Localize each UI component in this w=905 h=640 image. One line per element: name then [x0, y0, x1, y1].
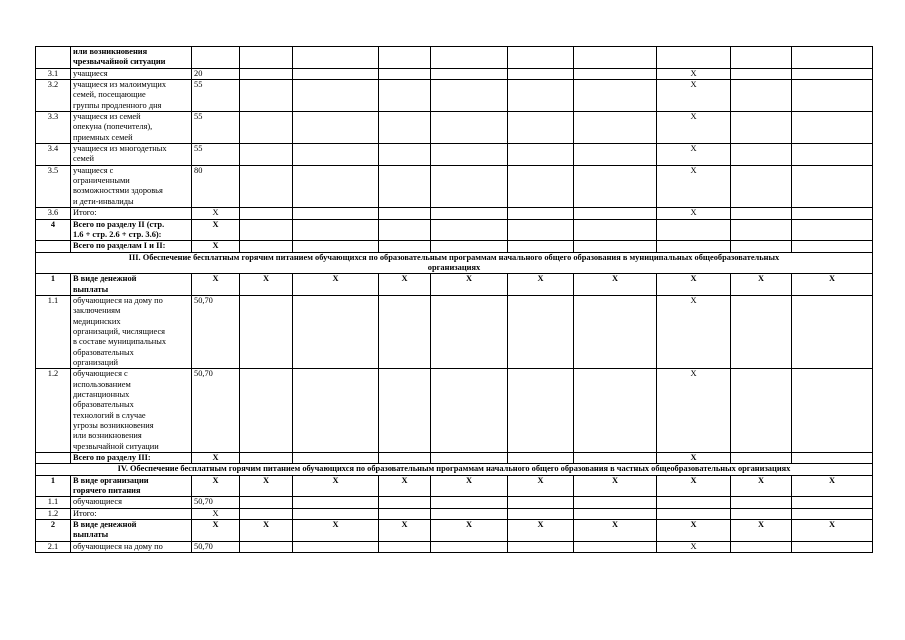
row-number: 3.3	[36, 112, 71, 144]
row-description	[71, 241, 192, 252]
row-description-line: выплаты	[73, 530, 109, 540]
value-cell	[293, 508, 379, 519]
value-cell	[574, 80, 657, 112]
row-number: 3.6	[36, 208, 71, 219]
value-cell	[657, 219, 731, 241]
value-cell	[792, 497, 873, 508]
value-cell	[240, 497, 293, 508]
row-description	[71, 520, 192, 542]
value-cell	[731, 208, 792, 219]
row-description-line: обучающиеся на дому по	[73, 295, 163, 305]
value-cell: X	[240, 475, 293, 497]
row-number: 3.5	[36, 165, 71, 207]
value-cell: X	[192, 453, 240, 464]
row-description	[71, 497, 192, 508]
value-cell	[293, 208, 379, 219]
value-cell	[379, 497, 431, 508]
value-cell	[792, 144, 873, 166]
row-description-line: Итого:	[73, 508, 97, 518]
row-description	[71, 165, 192, 207]
value-cell	[240, 241, 293, 252]
value-cell: X	[574, 475, 657, 497]
value-cell	[192, 47, 240, 69]
table-row	[36, 541, 873, 552]
row-description-line: организаций	[73, 357, 118, 367]
section-title	[36, 252, 873, 274]
table-row	[36, 274, 873, 296]
row-description	[71, 274, 192, 296]
value-cell: 50,70	[192, 541, 240, 552]
value-cell	[657, 497, 731, 508]
value-cell	[657, 47, 731, 69]
value-cell: X	[792, 520, 873, 542]
row-description-line: семей	[73, 154, 95, 164]
value-cell	[574, 497, 657, 508]
value-cell	[792, 241, 873, 252]
value-cell: X	[508, 520, 574, 542]
value-cell	[293, 369, 379, 453]
table-row	[36, 144, 873, 166]
value-cell	[240, 47, 293, 69]
report-table	[35, 46, 873, 553]
value-cell	[731, 369, 792, 453]
value-cell: X	[657, 541, 731, 552]
value-cell	[792, 208, 873, 219]
row-number: 2.1	[36, 541, 71, 552]
value-cell	[508, 453, 574, 464]
row-description-line: 1.6 + стр. 2.6 + стр. 3.6):	[73, 229, 162, 239]
section-title	[36, 464, 873, 475]
row-description-line: В виде денежной	[73, 520, 137, 530]
value-cell	[508, 80, 574, 112]
value-cell	[240, 369, 293, 453]
value-cell	[293, 219, 379, 241]
value-cell: X	[657, 165, 731, 207]
value-cell	[293, 165, 379, 207]
row-description	[71, 112, 192, 144]
value-cell	[731, 219, 792, 241]
row-number: 3.1	[36, 68, 71, 79]
value-cell	[508, 541, 574, 552]
table-row	[36, 208, 873, 219]
value-cell	[508, 112, 574, 144]
table-row	[36, 47, 873, 69]
value-cell: X	[240, 520, 293, 542]
table-row	[36, 165, 873, 207]
row-description-line: угрозы возникновения	[73, 421, 154, 431]
table-row	[36, 80, 873, 112]
value-cell	[792, 219, 873, 241]
value-cell	[431, 68, 508, 79]
table-body	[36, 47, 873, 553]
row-description-line: в составе муниципальных	[73, 337, 167, 347]
value-cell	[240, 453, 293, 464]
table-row	[36, 497, 873, 508]
value-cell	[431, 144, 508, 166]
value-cell: X	[731, 520, 792, 542]
section-header-row	[36, 464, 873, 475]
value-cell	[379, 369, 431, 453]
value-cell	[293, 497, 379, 508]
value-cell	[508, 165, 574, 207]
value-cell	[792, 165, 873, 207]
value-cell	[240, 68, 293, 79]
row-description-line: опекуна (попечителя),	[73, 122, 153, 132]
row-description-line: учащиеся из малоимущих	[73, 80, 167, 90]
value-cell	[508, 369, 574, 453]
row-description-line: медицинских	[73, 316, 121, 326]
value-cell	[731, 541, 792, 552]
value-cell	[574, 112, 657, 144]
table-row	[36, 520, 873, 542]
value-cell: X	[792, 274, 873, 296]
value-cell	[792, 112, 873, 144]
row-description-line: и дети-инвалиды	[73, 196, 134, 206]
row-description-line: заключениям	[73, 306, 121, 316]
value-cell	[431, 541, 508, 552]
row-description-line: образовательных	[73, 347, 134, 357]
value-cell: 20	[192, 68, 240, 79]
row-description-line: Итого:	[73, 208, 97, 218]
value-cell	[574, 241, 657, 252]
value-cell	[293, 453, 379, 464]
value-cell	[379, 241, 431, 252]
row-description-line: организаций, числящиеся	[73, 326, 166, 336]
value-cell	[293, 47, 379, 69]
value-cell	[508, 508, 574, 519]
value-cell	[379, 508, 431, 519]
row-description	[71, 453, 192, 464]
value-cell: X	[657, 295, 731, 368]
row-description-line: или возникновения	[73, 431, 142, 441]
row-description-line: В виде денежной	[73, 274, 137, 284]
row-number: 1.1	[36, 295, 71, 368]
value-cell	[792, 80, 873, 112]
row-number: 3.2	[36, 80, 71, 112]
value-cell	[792, 508, 873, 519]
row-description-line: дистанционных	[73, 390, 130, 399]
value-cell	[574, 369, 657, 453]
value-cell	[731, 47, 792, 69]
table-row	[36, 369, 873, 453]
row-description	[71, 47, 192, 69]
row-number	[36, 453, 71, 464]
row-description	[71, 80, 192, 112]
row-number: 3.4	[36, 144, 71, 166]
row-number: 1.2	[36, 508, 71, 519]
row-description-line: возможностями здоровья	[73, 186, 163, 196]
row-number: 1.1	[36, 497, 71, 508]
row-description	[71, 541, 192, 552]
value-cell: X	[379, 274, 431, 296]
value-cell: X	[192, 208, 240, 219]
value-cell	[574, 208, 657, 219]
value-cell: 50,70	[192, 497, 240, 508]
value-cell	[431, 112, 508, 144]
row-description	[71, 144, 192, 166]
value-cell: X	[192, 219, 240, 241]
value-cell	[240, 80, 293, 112]
value-cell: X	[574, 274, 657, 296]
value-cell	[508, 208, 574, 219]
table-row	[36, 475, 873, 497]
row-description-line: Всего по разделам I и II:	[73, 241, 166, 251]
value-cell	[379, 47, 431, 69]
value-cell	[240, 508, 293, 519]
value-cell	[508, 47, 574, 69]
row-number: 1	[36, 274, 71, 296]
value-cell	[574, 165, 657, 207]
value-cell	[379, 453, 431, 464]
value-cell: X	[657, 68, 731, 79]
value-cell	[379, 295, 431, 368]
row-description-line: учащиеся из многодетных	[73, 144, 167, 154]
value-cell: X	[293, 475, 379, 497]
value-cell	[657, 508, 731, 519]
value-cell	[431, 47, 508, 69]
value-cell	[792, 453, 873, 464]
value-cell	[379, 112, 431, 144]
value-cell	[731, 80, 792, 112]
value-cell: 80	[192, 165, 240, 207]
value-cell	[293, 80, 379, 112]
value-cell	[792, 68, 873, 79]
value-cell: X	[657, 274, 731, 296]
value-cell	[731, 295, 792, 368]
value-cell	[293, 112, 379, 144]
value-cell: X	[379, 520, 431, 542]
row-description-line: учащиеся	[73, 68, 108, 78]
value-cell	[240, 295, 293, 368]
value-cell	[731, 241, 792, 252]
value-cell: X	[657, 520, 731, 542]
table-row	[36, 241, 873, 252]
value-cell: X	[192, 241, 240, 252]
value-cell	[293, 68, 379, 79]
value-cell	[240, 165, 293, 207]
value-cell	[431, 508, 508, 519]
value-cell: X	[574, 520, 657, 542]
value-cell: X	[431, 274, 508, 296]
value-cell	[293, 295, 379, 368]
value-cell	[293, 541, 379, 552]
value-cell	[379, 68, 431, 79]
row-description-line: В виде организации	[73, 475, 149, 485]
row-description-line: Всего по разделу II (стр.	[73, 219, 165, 229]
value-cell	[508, 219, 574, 241]
table-row	[36, 508, 873, 519]
value-cell	[240, 112, 293, 144]
table-row	[36, 219, 873, 241]
value-cell	[431, 369, 508, 453]
row-number: 2	[36, 520, 71, 542]
value-cell: X	[657, 144, 731, 166]
value-cell	[379, 80, 431, 112]
value-cell	[431, 241, 508, 252]
row-description-line: учащиеся с	[73, 165, 114, 175]
row-description-line: горячего питания	[73, 486, 141, 496]
row-description-line: технологий в случае	[73, 410, 146, 420]
row-number	[36, 47, 71, 69]
row-description-line: чрезвычайной ситуации	[73, 441, 159, 451]
value-cell	[731, 165, 792, 207]
value-cell	[379, 219, 431, 241]
value-cell	[731, 453, 792, 464]
table-row	[36, 453, 873, 464]
value-cell	[431, 219, 508, 241]
value-cell	[792, 369, 873, 453]
row-description-line: обучающиеся с	[73, 369, 128, 379]
value-cell	[240, 208, 293, 219]
row-description-line: обучающиеся на дому по	[73, 541, 163, 551]
section-header-row	[36, 252, 873, 274]
value-cell	[574, 47, 657, 69]
value-cell	[574, 541, 657, 552]
row-description-line: образовательных	[73, 400, 134, 410]
value-cell	[379, 144, 431, 166]
row-description-line: ограниченными	[73, 176, 130, 186]
value-cell	[792, 541, 873, 552]
row-number: 1.2	[36, 369, 71, 453]
value-cell	[731, 508, 792, 519]
value-cell: X	[431, 475, 508, 497]
value-cell	[431, 453, 508, 464]
row-description-line: учащиеся из семей	[73, 112, 141, 122]
value-cell	[431, 165, 508, 207]
value-cell: X	[293, 274, 379, 296]
value-cell	[431, 497, 508, 508]
value-cell	[574, 68, 657, 79]
row-description-line: семей, посещающие	[73, 90, 146, 100]
row-description	[71, 508, 192, 519]
value-cell	[574, 144, 657, 166]
value-cell: 55	[192, 144, 240, 166]
row-description-line: приемных семей	[73, 132, 133, 142]
value-cell	[293, 241, 379, 252]
section-title-line: IV. Обеспечение бесплатным горячим питанием обучающихся по образовательным программам начального общего образования в частных общеобразовательных организациях	[117, 464, 791, 474]
value-cell	[731, 497, 792, 508]
value-cell	[508, 144, 574, 166]
value-cell: X	[431, 520, 508, 542]
table-row	[36, 68, 873, 79]
value-cell	[240, 541, 293, 552]
value-cell: X	[192, 520, 240, 542]
row-description	[71, 295, 192, 368]
row-description	[71, 68, 192, 79]
value-cell: X	[731, 475, 792, 497]
section-title-line: организациях	[427, 262, 481, 272]
value-cell: 50,70	[192, 295, 240, 368]
value-cell	[731, 112, 792, 144]
value-cell	[731, 144, 792, 166]
value-cell	[431, 295, 508, 368]
value-cell	[731, 68, 792, 79]
value-cell: 55	[192, 80, 240, 112]
value-cell: X	[657, 453, 731, 464]
value-cell	[574, 295, 657, 368]
value-cell	[508, 497, 574, 508]
row-description-line: чрезвычайной ситуации	[73, 57, 166, 67]
row-number	[36, 241, 71, 252]
row-description-line: Всего по разделу III:	[73, 453, 151, 463]
value-cell	[293, 144, 379, 166]
value-cell: X	[379, 475, 431, 497]
value-cell	[657, 241, 731, 252]
value-cell	[508, 241, 574, 252]
value-cell	[379, 208, 431, 219]
row-description-line: группы продленного дня	[73, 100, 162, 110]
value-cell: X	[731, 274, 792, 296]
row-description-line: использованием	[73, 379, 131, 389]
row-description-line: выплаты	[73, 284, 109, 294]
value-cell	[508, 295, 574, 368]
row-description-line: обучающиеся	[73, 497, 122, 507]
value-cell: X	[657, 80, 731, 112]
row-number: 4	[36, 219, 71, 241]
section-title-line: III. Обеспечение бесплатным горячим питанием обучающихся по образовательным программам начального общего образования в муниципальных общеобразовательных	[128, 252, 780, 262]
row-number: 1	[36, 475, 71, 497]
value-cell: X	[508, 274, 574, 296]
table-row	[36, 112, 873, 144]
row-description	[71, 219, 192, 241]
value-cell: X	[192, 508, 240, 519]
value-cell	[508, 68, 574, 79]
value-cell	[792, 295, 873, 368]
value-cell: X	[792, 475, 873, 497]
value-cell: X	[657, 475, 731, 497]
value-cell	[431, 208, 508, 219]
value-cell	[379, 165, 431, 207]
value-cell: X	[657, 208, 731, 219]
value-cell: 55	[192, 112, 240, 144]
value-cell	[431, 80, 508, 112]
row-description	[71, 208, 192, 219]
row-description	[71, 475, 192, 497]
value-cell: X	[192, 274, 240, 296]
row-description	[71, 369, 192, 453]
row-description-line: или возникновения	[73, 47, 148, 56]
value-cell: X	[240, 274, 293, 296]
value-cell	[240, 219, 293, 241]
value-cell: 50,70	[192, 369, 240, 453]
value-cell	[240, 144, 293, 166]
value-cell: X	[508, 475, 574, 497]
value-cell	[574, 508, 657, 519]
value-cell	[379, 541, 431, 552]
value-cell	[792, 47, 873, 69]
value-cell	[574, 219, 657, 241]
value-cell: X	[293, 520, 379, 542]
table-row	[36, 295, 873, 368]
value-cell: X	[657, 369, 731, 453]
value-cell: X	[192, 475, 240, 497]
value-cell: X	[657, 112, 731, 144]
value-cell	[574, 453, 657, 464]
